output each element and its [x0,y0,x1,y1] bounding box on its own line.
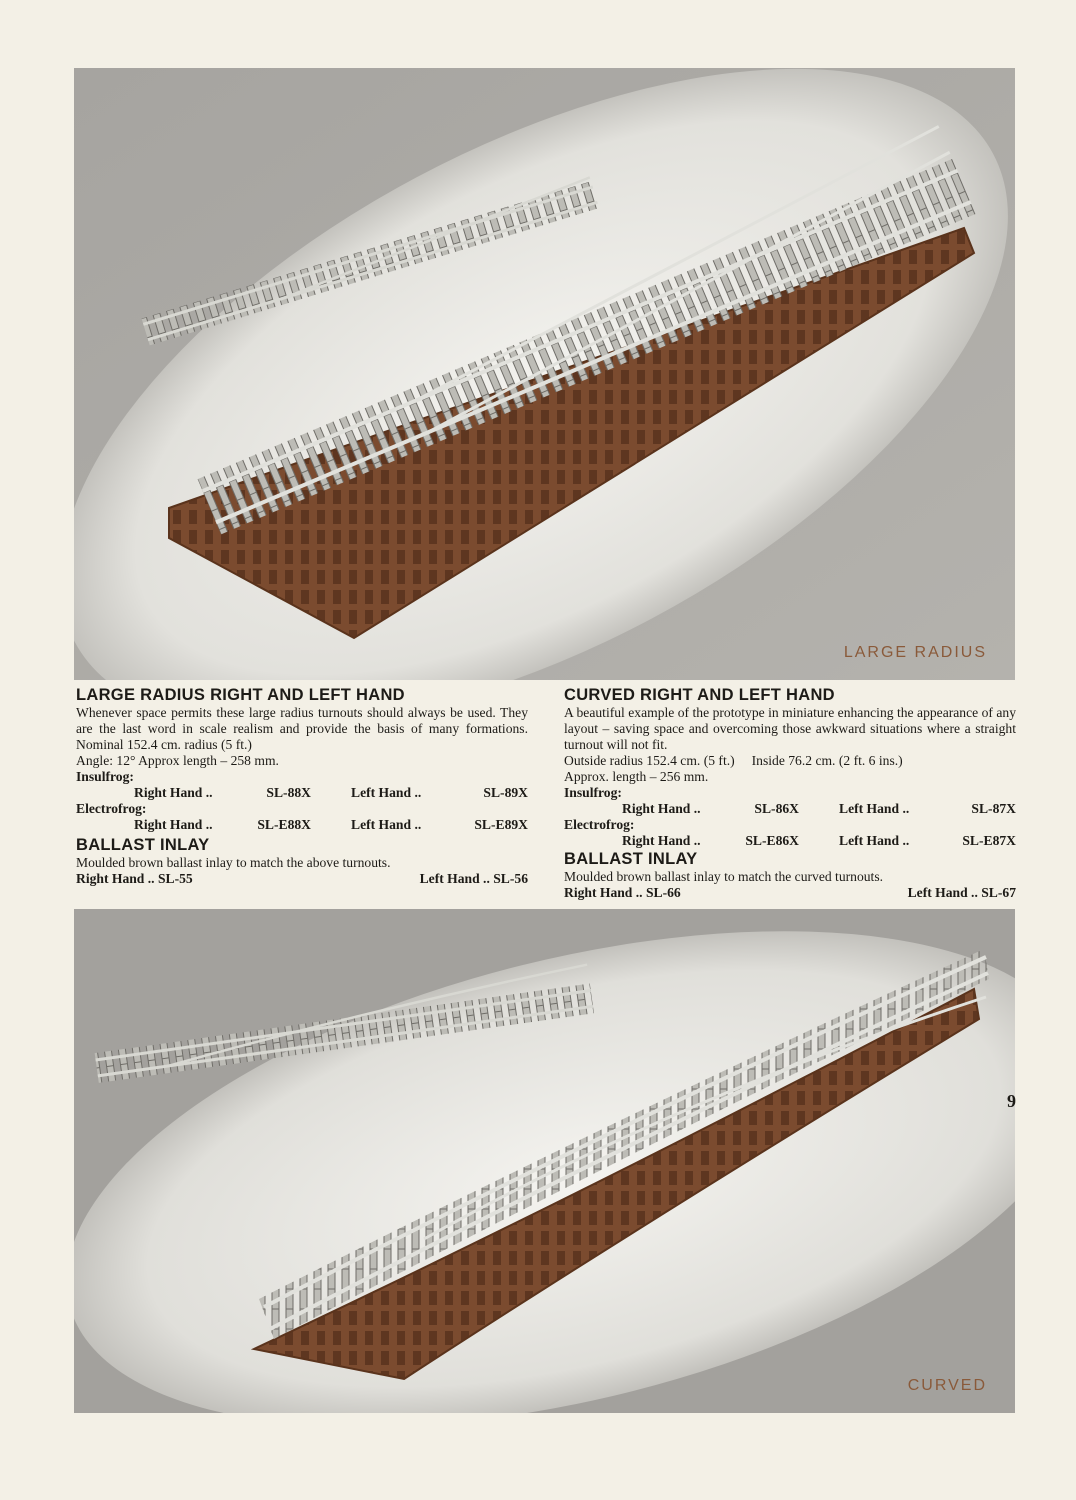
ballast-codes [76,871,528,887]
ballast-inlay-description: Moulded brown ballast inlay to match the above turnouts. [76,855,391,870]
ballast-left-code: Left Hand .. SL-67 [907,885,1016,900]
product-code: SL-E86X [745,833,799,848]
curved-photo [74,909,1015,1413]
product-code: SL-86X [754,801,799,816]
product-code: SL-89X [483,785,528,800]
curved-label: CURVED [907,1377,987,1394]
electrofrog-label: Electrofrog: [76,801,147,816]
electrofrog-codes [564,833,1016,849]
electrofrog-label: Electrofrog: [564,817,635,832]
ballast-right-code: Right Hand .. SL-66 [564,885,681,900]
insulfrog-codes [76,785,528,801]
large-radius-label: LARGE RADIUS [843,644,987,661]
electrofrog-codes [76,817,528,833]
curved-section [564,685,1016,901]
product-code: SL-E87X [962,833,1016,848]
ballast-inlay-description: Moulded brown ballast inlay to match the curved turnouts. [564,869,884,884]
page-number: 9 [1007,1091,1016,1111]
left-hand-label: Left Hand .. [351,785,422,800]
ballast-right-code: Right Hand .. SL-55 [76,871,193,886]
large-radius-angle: Angle: 12° Approx length – 258 mm. [76,753,279,768]
large-radius-turnout-illustration [74,68,1015,680]
insulfrog-codes [564,801,1016,817]
right-hand-label: Right Hand .. [134,785,213,800]
curved-turnout-illustration [74,909,1015,1413]
large-radius-heading: LARGE RADIUS RIGHT AND LEFT HAND [76,686,405,704]
ballast-codes [564,885,1016,901]
product-code: SL-E89X [474,817,528,832]
product-code: SL-88X [266,785,311,800]
curved-description: A beautiful example of the prototype in miniature enhancing the appearance of any layout – saving space and overcoming those awkward situations where a straight turnout will not fit. [564,705,1016,752]
large-radius-description: Whenever space permits these large radius turnouts should always be used. They are the last word in scale realism and provide the basis of many formations. Nominal 152.4 cm. radius (5 ft.) [76,705,528,752]
curved-length: Approx. length – 256 mm. [564,769,709,784]
large-radius-photo [74,68,1015,680]
ballast-left-code: Left Hand .. SL-56 [419,871,528,886]
curved-radius: Outside radius 152.4 cm. (5 ft.) Inside 76.2 cm. (2 ft. 6 ins.) [564,753,903,768]
right-hand-label: Right Hand .. [622,833,701,848]
left-hand-label: Left Hand .. [839,801,910,816]
product-code: SL-87X [971,801,1016,816]
ballast-inlay-heading: BALLAST INLAY [564,850,698,868]
left-hand-label: Left Hand .. [839,833,910,848]
large-radius-section [76,685,528,887]
right-hand-label: Right Hand .. [622,801,701,816]
insulfrog-label: Insulfrog: [76,769,134,784]
insulfrog-label: Insulfrog: [564,785,622,800]
product-code: SL-E88X [257,817,311,832]
ballast-inlay-heading: BALLAST INLAY [76,836,210,854]
left-hand-label: Left Hand .. [351,817,422,832]
curved-heading: CURVED RIGHT AND LEFT HAND [564,686,835,704]
right-hand-label: Right Hand .. [134,817,213,832]
